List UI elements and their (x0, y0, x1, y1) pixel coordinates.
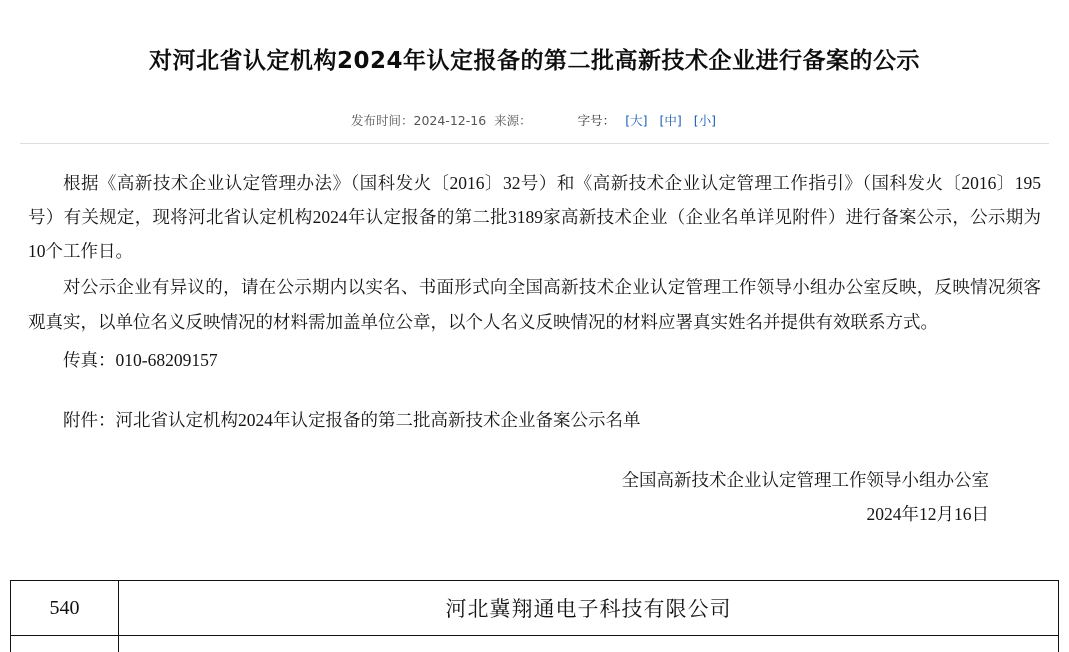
table-row (11, 581, 1058, 636)
body-paragraph-1: 根据《高新技术企业认定管理办法》（国科发火〔2016〕32号）和《高新技术企业认定管理工作指引》（国科发火〔2016〕195号）有关规定，现将河北省认定机构2024年认定报备的第二批3189家高新技术企业（企业名单详见附件）进行备案公示，公示期为10个工作日。 (28, 173, 1041, 262)
table-cell-index: 540 (11, 581, 119, 636)
document-page (0, 15, 1069, 652)
table-cell-index-partial (11, 636, 119, 652)
signature-organization: 全国高新技术企业认定管理工作领导小组办公室 (621, 469, 989, 490)
table-row-partial (11, 636, 1058, 652)
font-size-large-link[interactable]: [大] (625, 113, 648, 128)
font-size-label: 字号： (577, 113, 616, 128)
table-cell-company: 河北冀翔通电子科技有限公司 (119, 581, 1059, 636)
document-meta-bar (0, 93, 1069, 143)
fax-line: 传真：010-68209157 (63, 349, 218, 370)
company-list-table (10, 580, 1059, 652)
table-cell-company-partial (119, 636, 1059, 652)
font-size-small-link[interactable]: [小] (693, 113, 716, 128)
source-label: 来源： (494, 113, 532, 128)
page-title: 对河北省认定机构2024年认定报备的第二批高新技术企业进行备案的公示 (148, 48, 920, 75)
body-paragraph-2: 对公示企业有异议的，请在公示期内以实名、书面形式向全国高新技术企业认定管理工作领导小组办公室反映，反映情况须客观真实，以单位名义反映情况的材料需加盖单位公章，以个人名义反映情况的材料应署真实姓名并提供有效联系方式。 (28, 277, 1041, 332)
attachment-line: 附件：河北省认定机构2024年认定报备的第二批高新技术企业备案公示名单 (63, 409, 641, 430)
publish-time: 发布时间：2024-12-16 (351, 113, 487, 128)
signature-date: 2024年12月16日 (866, 504, 989, 524)
signature-block (28, 463, 1041, 531)
document-body (0, 144, 1069, 531)
font-size-medium-link[interactable]: [中] (659, 113, 682, 128)
